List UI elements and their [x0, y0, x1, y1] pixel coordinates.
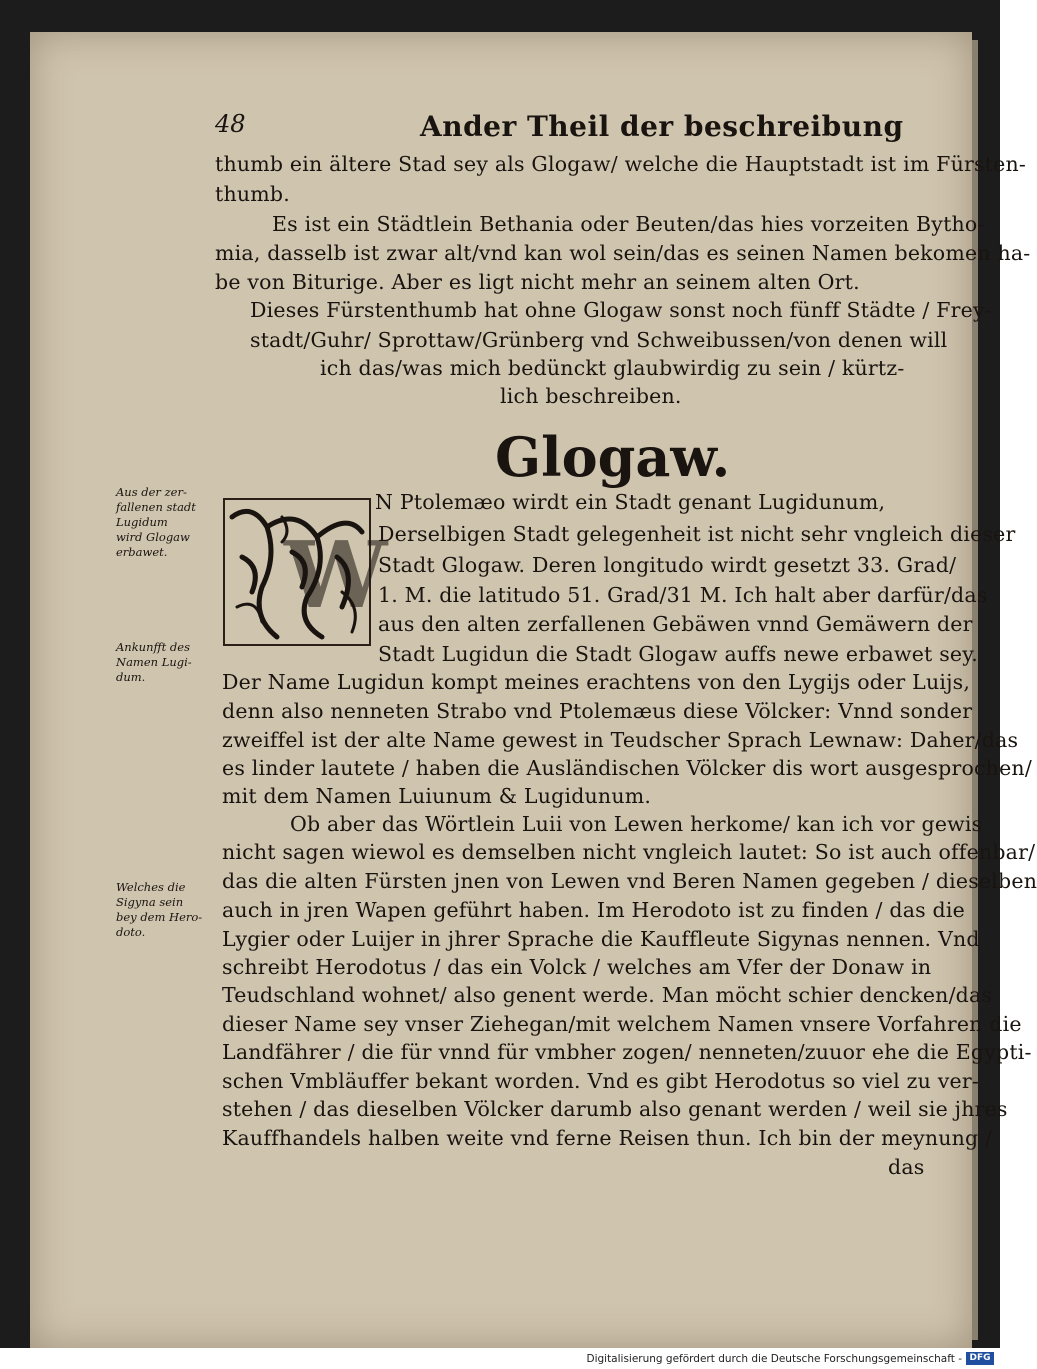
intro-line: thumb ein ältere Stad sey als Glogaw/ welche die Hauptstadt ist im Fürsten- — [215, 152, 1027, 176]
body-line: Stadt Glogaw. Deren longitudo wirdt gesetzt 33. Grad/ — [378, 553, 957, 577]
body-line: Ob aber das Wörtlein Luii von Lewen herkome/ kan ich vor gewis — [290, 812, 983, 836]
body-line: Teudschland wohnet/ also genent werde. Man möcht schier dencken/das — [222, 983, 993, 1007]
body-line: nicht sagen wiewol es demselben nicht vngleich lautet: So ist auch offenbar/ — [222, 840, 1036, 864]
intro-line: ich das/was mich bedünckt glaubwirdig zu sein / kürtz- — [320, 356, 905, 380]
intro-line: thumb. — [215, 182, 290, 206]
body-line: schreibt Herodotus / das ein Volck / welches am Vfer der Donaw in — [222, 955, 932, 979]
intro-line: Es ist ein Städtlein Bethania oder Beuten/das hies vorzeiten Bytho- — [272, 212, 985, 236]
body-line: Lygier oder Luijer in jhrer Sprache die Kauffleute Sigynas nennen. Vnd — [222, 927, 980, 951]
body-line: 1. M. die latitudo 51. Grad/31 M. Ich halt aber darfür/das — [378, 583, 988, 607]
body-line: es linder lautete / haben die Ausländischen Völcker dis wort ausgesprochen/ — [222, 756, 1032, 780]
intro-line: stadt/Guhr/ Sprottaw/Grünberg vnd Schweibussen/von denen will — [250, 328, 948, 352]
body-line: auch in jren Wapen geführt haben. Im Herodoto ist zu finden / das die — [222, 898, 965, 922]
dfg-logo: DFG — [966, 1352, 994, 1365]
svg-text:W: W — [284, 521, 388, 629]
body-line: Stadt Lugidun die Stadt Glogaw auffs newe erbawet sey. — [378, 642, 979, 666]
intro-line: lich beschreiben. — [500, 384, 682, 408]
page-number: 48 — [215, 110, 246, 138]
running-title: Ander Theil der beschreibung — [420, 110, 904, 143]
body-line: mit dem Namen Luiunum & Lugidunum. — [222, 784, 652, 808]
body-line: N Ptolemæo wirdt ein Stadt genant Lugidunum, — [375, 490, 886, 514]
body-line: denn also nenneten Strabo vnd Ptolemæus diese Völcker: Vnnd sonder — [222, 699, 973, 723]
margin-note-1: Aus der zer- fallenen stadt Lugidum wird Glogaw erbawet. — [116, 485, 196, 559]
catchword: das — [888, 1155, 925, 1179]
funding-credit: Digitalisierung gefördert durch die Deutsche Forschungsgemeinschaft - — [586, 1353, 962, 1365]
body-line: Kauffhandels halben weite vnd ferne Reisen thun. Ich bin der meynung / — [222, 1126, 993, 1150]
body-line: zweiffel ist der alte Name gewest in Teudscher Sprach Lewnaw: Daher/das — [222, 728, 1019, 752]
body-line: aus den alten zerfallenen Gebäwen vnnd Gemäwern der — [378, 612, 973, 636]
intro-line: Dieses Fürstenthumb hat ohne Glogaw sonst noch fünff Städte / Frey- — [250, 298, 992, 322]
body-line: Derselbigen Stadt gelegenheit ist nicht sehr vngleich dieser — [378, 522, 1016, 546]
margin-note-3: Welches die Sigyna sein bey dem Hero- doto. — [116, 880, 203, 939]
body-line: schen Vmbläuffer bekant worden. Vnd es gibt Herodotus so viel zu ver- — [222, 1069, 980, 1093]
body-line: das die alten Fürsten jnen von Lewen vnd Beren Namen gegeben / dieselben — [222, 869, 1037, 893]
intro-line: mia, dasselb ist zwar alt/vnd kan wol sein/das es seinen Namen bekomen ha- — [215, 241, 1031, 265]
decorated-initial — [222, 497, 388, 647]
section-heading: Glogaw. — [495, 425, 731, 489]
intro-line: be von Biturige. Aber es ligt nicht mehr an seinem alten Ort. — [215, 270, 860, 294]
body-line: stehen / das dieselben Völcker darumb also genant werden / weil sie jhres — [222, 1097, 1008, 1121]
body-line: Der Name Lugidun kompt meines erachtens von den Lygijs oder Luijs, — [222, 670, 971, 694]
body-line: Landfährer / die für vnnd für vmbher zogen/ nenneten/zuuor ehe die Egypti- — [222, 1040, 1032, 1064]
margin-note-2: Ankunfft des Namen Lugi- dum. — [116, 640, 192, 684]
body-line: dieser Name sey vnser Ziehegan/mit welchem Namen vnsere Vorfahren die — [222, 1012, 1022, 1036]
